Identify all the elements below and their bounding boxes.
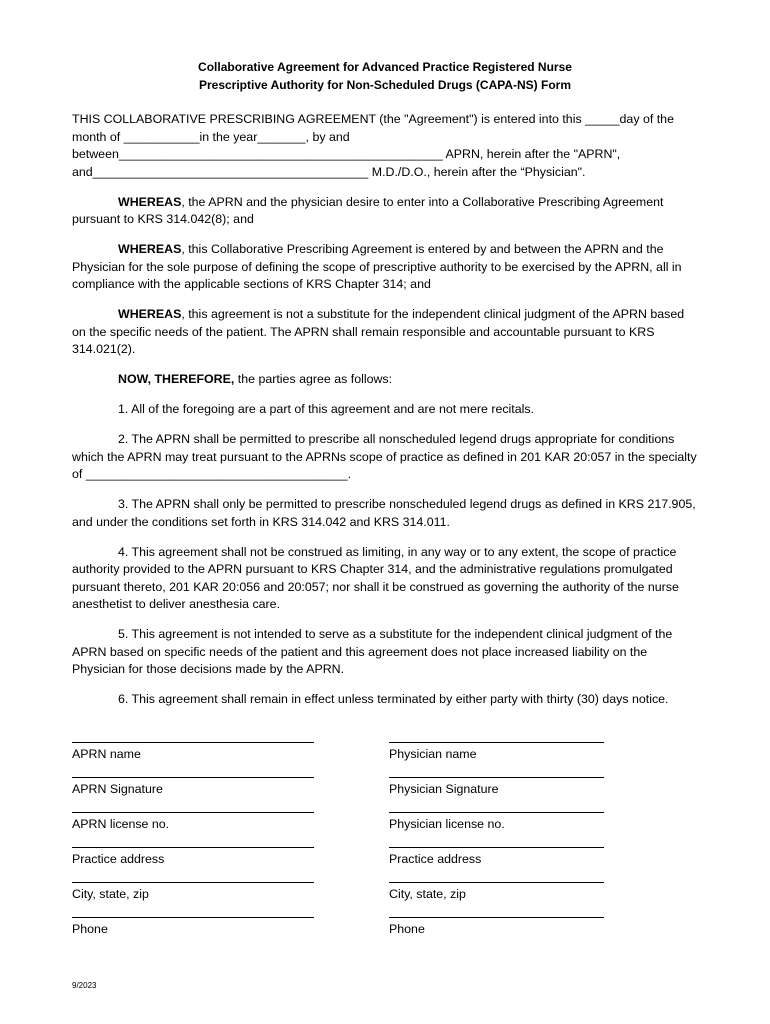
whereas-text: , this agreement is not a substitute for the independent clinical judgment of the APRN based on the specific needs of the patient. The APRN shall remain responsible and accountable pursuant to KRS 314.021(2). (72, 307, 685, 356)
clause-5: 5. This agreement is not intended to serve as a substitute for the independent clinical judgment of the APRN based on specific needs of the patient and this agreement does not place increased liability on the Physician for those decisions made by the APRN. (72, 627, 673, 676)
aprn-phone-field[interactable] (72, 905, 314, 938)
aprn-signature-field[interactable] (72, 765, 314, 798)
signature-line[interactable] (389, 905, 604, 918)
whereas-text: , this Collaborative Prescribing Agreement is entered by and between the APRN and the Physician for the sole purpose of defining the scope of prescriptive authority to be exercised by the APRN, all in compliance with the applicable sections of KRS Chapter 314; and (72, 242, 682, 291)
document-title (72, 58, 698, 94)
whereas-paragraph-1 (72, 194, 700, 229)
signature-line[interactable] (72, 835, 314, 848)
aprn-name-field[interactable] (72, 730, 314, 763)
physician-phone-field[interactable] (389, 905, 604, 938)
physician-address-field[interactable] (389, 835, 604, 868)
whereas-label: WHEREAS (118, 242, 182, 256)
physician-city-label: City, state, zip (389, 887, 466, 901)
physician-phone-label: Phone (389, 922, 425, 936)
physician-license-field[interactable] (389, 800, 604, 833)
aprn-address-field[interactable] (72, 835, 314, 868)
aprn-name-label: APRN name (72, 747, 141, 761)
revision-date: 9/2023 (72, 981, 97, 990)
physician-address-label: Practice address (389, 852, 482, 866)
physician-signature-field[interactable] (389, 765, 604, 798)
aprn-address-label: Practice address (72, 852, 165, 866)
title-line-2: Prescriptive Authority for Non-Scheduled Drugs (CAPA-NS) Form (198, 78, 572, 92)
aprn-signature-label: APRN Signature (72, 782, 163, 796)
physician-city-field[interactable] (389, 870, 604, 903)
signature-row-phone (72, 905, 632, 940)
whereas-label: WHEREAS (118, 307, 182, 321)
signature-row-name (72, 730, 632, 765)
now-therefore-label: NOW, THEREFORE, (118, 372, 235, 386)
signature-line[interactable] (72, 765, 314, 778)
clause-4: 4. This agreement shall not be construed as limiting, in any way or to any extent, the scope of practice authority provided to the APRN pursuant to KRS Chapter 314, and the administrative regulations promulgated pursuant thereto, 201 KAR 20:056 and 20:057; nor shall it be construed as governing the authority of the nurse anesthetist to deliver anesthesia care. (72, 544, 679, 611)
whereas-text: , the APRN and the physician desire to enter into a Collaborative Prescribing Agreement pursuant to KRS 314.042(8); and (72, 194, 664, 226)
signature-row-signature (72, 765, 632, 800)
whereas-paragraph-2 (72, 241, 700, 294)
aprn-license-field[interactable] (72, 800, 314, 833)
physician-license-label: Physician license no. (389, 817, 505, 831)
signature-line[interactable] (72, 905, 314, 918)
clause-3: 3. The APRN shall only be permitted to prescribe nonscheduled legend drugs as defined in KRS 217.905, and under the conditions set forth in KRS 314.042 and KRS 314.011. (72, 497, 696, 529)
signature-line[interactable] (72, 870, 314, 883)
clause-2: 2. The APRN shall be permitted to prescribe all nonscheduled legend drugs appropriate for conditions which the APRN may treat pursuant to the APRNs scope of practice as defined in 201 KAR 20:057 in the specialty of ______________________________________. (72, 432, 697, 481)
signature-line[interactable] (72, 730, 314, 743)
signature-line[interactable] (389, 835, 604, 848)
signature-block (72, 730, 632, 940)
intro-paragraph: THIS COLLABORATIVE PRESCRIBING AGREEMENT (the "Agreement") is entered into this _____day of the month of ___________in the year_______, by and between_______________________________________________ APRN, herein after the "APRN", and________________________________________ M.D./D.O., herein after the “Physician". (72, 112, 674, 179)
aprn-city-label: City, state, zip (72, 887, 149, 901)
clause-6: 6. This agreement shall remain in effect unless terminated by either party with thirty (30) days notice. (118, 692, 669, 706)
aprn-license-label: APRN license no. (72, 817, 170, 831)
signature-line[interactable] (389, 765, 604, 778)
signature-line[interactable] (389, 870, 604, 883)
aprn-phone-label: Phone (72, 922, 108, 936)
title-line-1: Collaborative Agreement for Advanced Practice Registered Nurse (198, 60, 572, 74)
physician-name-label: Physician name (389, 747, 477, 761)
whereas-paragraph-3 (72, 306, 700, 359)
signature-row-city (72, 870, 632, 905)
whereas-label: WHEREAS (118, 194, 182, 209)
signature-line[interactable] (389, 800, 604, 813)
physician-signature-label: Physician Signature (389, 782, 499, 796)
now-therefore-paragraph (72, 371, 700, 389)
signature-row-address (72, 835, 632, 870)
physician-name-field[interactable] (389, 730, 604, 763)
agreement-body (72, 111, 700, 721)
aprn-city-field[interactable] (72, 870, 314, 903)
now-therefore-text: the parties agree as follows: (234, 372, 393, 386)
signature-line[interactable] (72, 800, 314, 813)
signature-row-license (72, 800, 632, 835)
signature-line[interactable] (389, 730, 604, 743)
clause-1: 1. All of the foregoing are a part of this agreement and are not mere recitals. (118, 402, 535, 416)
